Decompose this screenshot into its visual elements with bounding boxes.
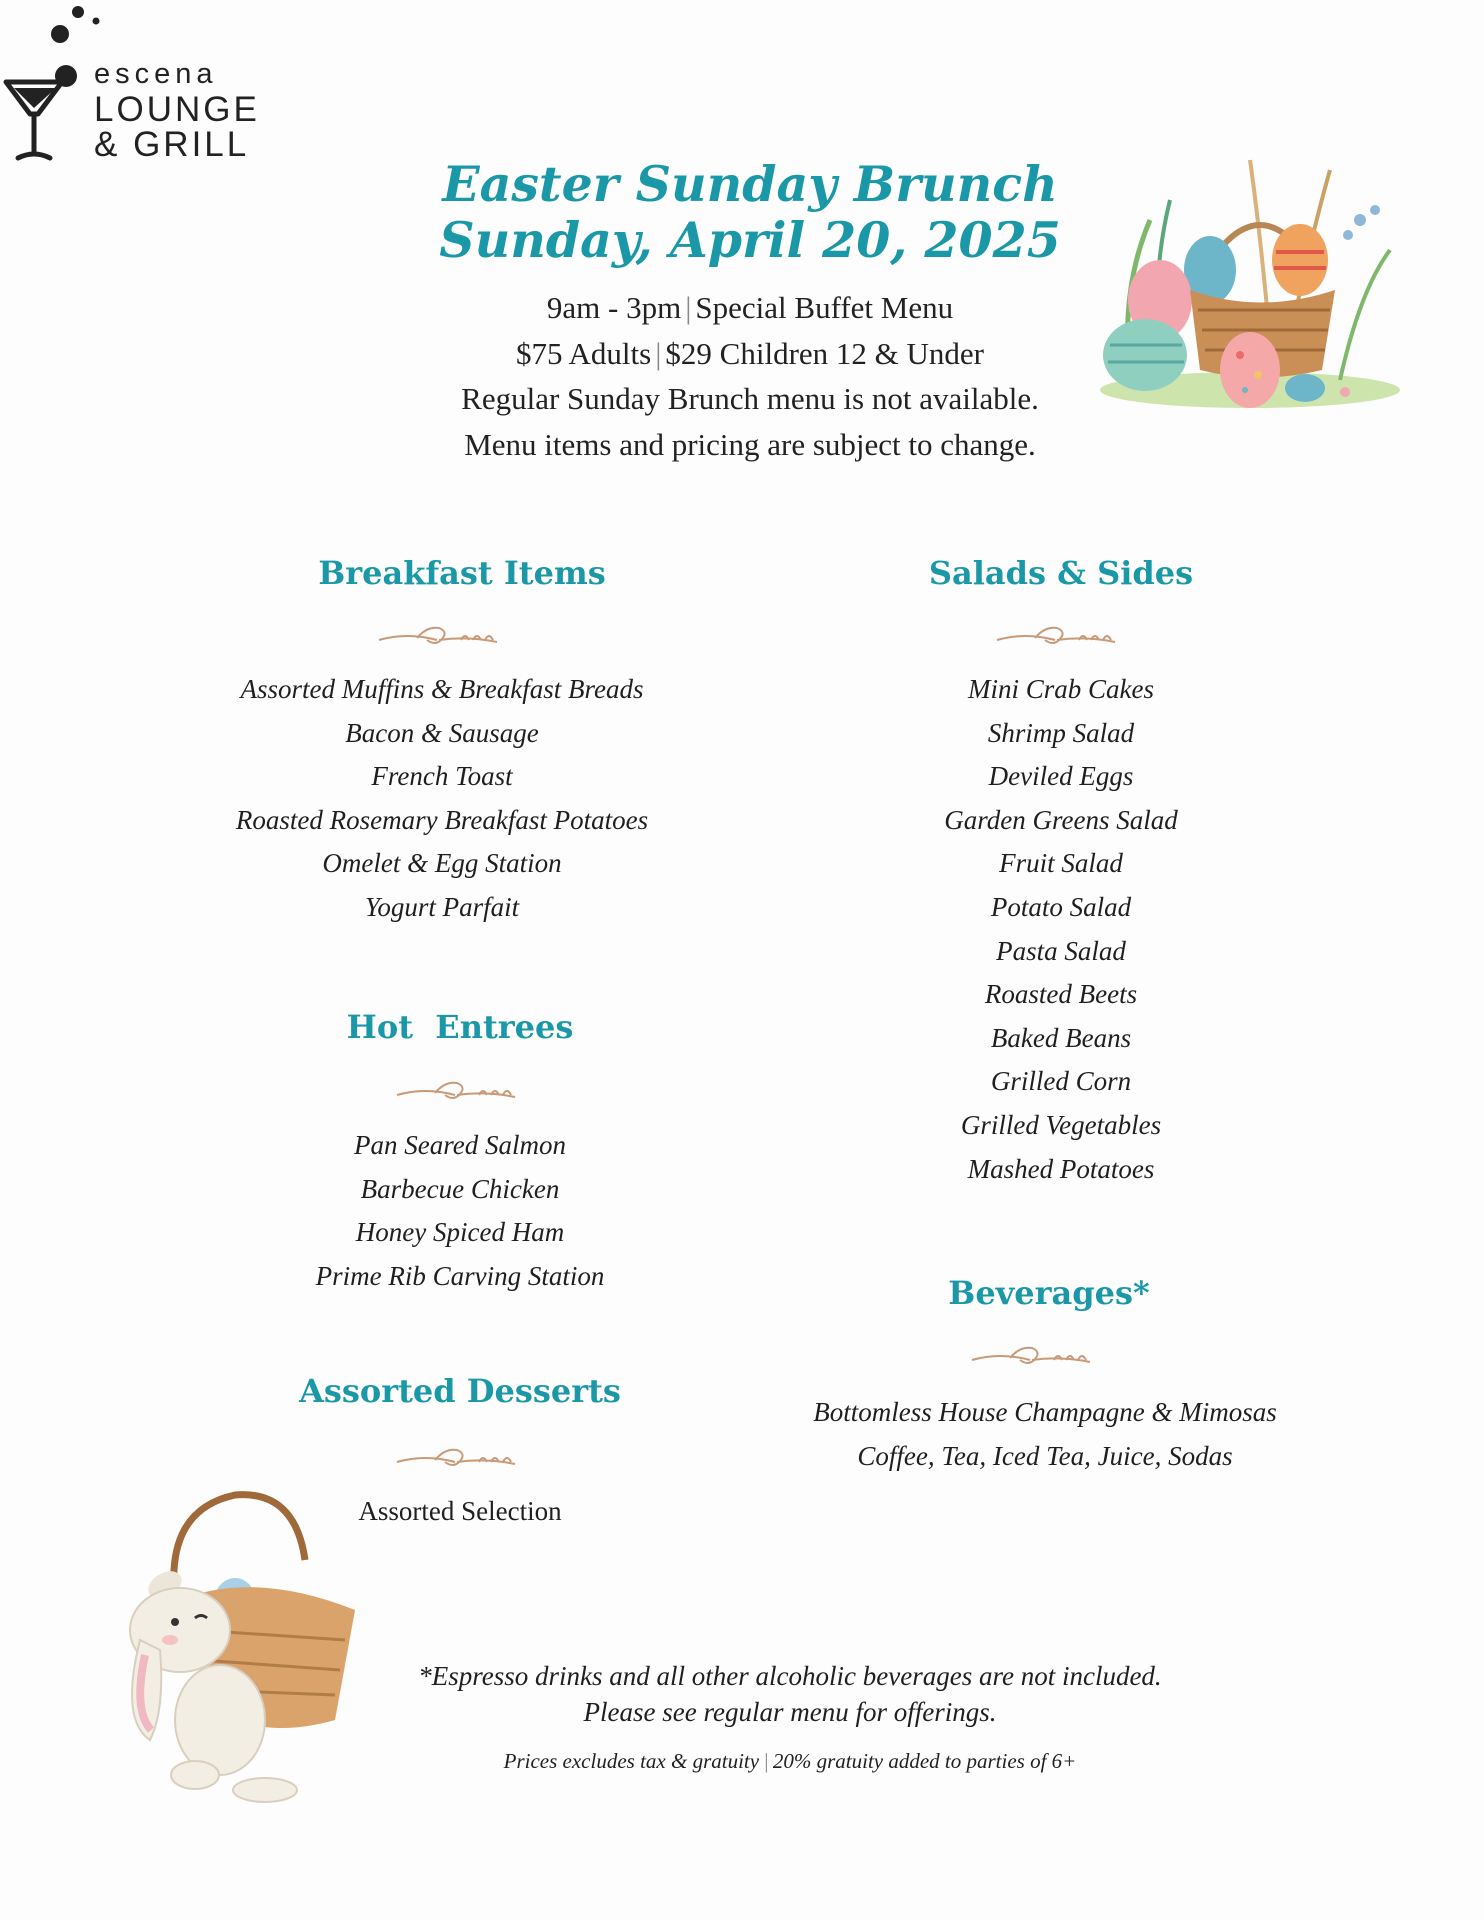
gratuity-note: 20% gratuity added to parties of 6+ — [772, 1749, 1077, 1773]
entrees-list — [210, 1124, 710, 1298]
notice-regular-menu: Regular Sunday Brunch menu is not available. — [461, 381, 1039, 416]
list-item: Barbecue Chicken — [360, 1173, 560, 1204]
flourish-divider-icon — [995, 618, 1135, 654]
list-item: Potato Salad — [990, 891, 1132, 922]
list-item: Bacon & Sausage — [345, 717, 539, 748]
hours-line: 9am - 3pm | Special Buffet Menu — [546, 290, 954, 325]
list-item: Grilled Corn — [990, 1066, 1132, 1097]
logo-line-grill: & GRILL — [94, 125, 250, 164]
list-item: Bottomless House Champagne & Mimosas — [813, 1397, 1277, 1427]
pricing-note: Prices excludes tax & gratuity — [503, 1749, 760, 1773]
list-item: Honey Spiced Ham — [355, 1217, 565, 1248]
list-item: Omelet & Egg Station — [322, 848, 562, 879]
list-item: Roasted Beets — [984, 979, 1138, 1010]
logo-line-escena: escena — [94, 58, 218, 90]
list-item: Assorted Muffins & Breakfast Breads — [240, 674, 644, 704]
menu-type: Special Buffet Menu — [695, 290, 954, 325]
list-item: Grilled Vegetables — [960, 1109, 1162, 1140]
list-item: Garden Greens Salad — [944, 804, 1178, 835]
list-item: Yogurt Parfait — [364, 891, 520, 922]
notice-subject-change: Menu items and pricing are subject to change. — [464, 427, 1036, 462]
flourish-divider-icon — [395, 1440, 535, 1476]
price-line: $75 Adults | $29 Children 12 & Under — [515, 336, 984, 371]
hours: 9am - 3pm — [546, 290, 682, 325]
list-item: Shrimp Salad — [987, 717, 1135, 748]
footnote-regular-menu: Please see regular menu for offerings. — [583, 1697, 997, 1727]
section-heading-beverages: Beverages* — [948, 1274, 1150, 1312]
list-item: Mini Crab Cakes — [968, 674, 1154, 704]
event-date: Sunday, April 20, 2025 — [439, 211, 1061, 269]
price-children: $29 Children 12 & Under — [665, 336, 984, 371]
martini-glass-icon — [0, 0, 100, 170]
list-item: Prime Rib Carving Station — [315, 1260, 605, 1291]
salads-list — [811, 668, 1311, 1191]
footnote-pricing: Prices excludes tax & gratuity | 20% gratuity added to parties of 6+ — [503, 1749, 1077, 1773]
list-item: Roasted Rosemary Breakfast Potatoes — [235, 804, 649, 835]
price-adults: $75 Adults — [515, 336, 652, 371]
logo-line-lounge: LOUNGE — [94, 90, 260, 129]
section-heading-entrees: Hot Entrees — [346, 1008, 574, 1046]
list-item: Mashed Potatoes — [967, 1153, 1155, 1184]
restaurant-logo — [0, 0, 300, 170]
section-heading-desserts: Assorted Desserts — [299, 1372, 621, 1410]
beverages-list — [745, 1391, 1345, 1478]
list-item: Deviled Eggs — [988, 761, 1134, 792]
list-item: French Toast — [371, 761, 513, 792]
breakfast-items-list — [192, 668, 692, 930]
list-item: Assorted Selection — [358, 1496, 562, 1526]
section-heading-salads: Salads & Sides — [928, 554, 1194, 592]
flourish-divider-icon — [395, 1073, 535, 1109]
list-item: Pan Seared Salmon — [354, 1130, 566, 1160]
easter-basket-illustration — [1090, 140, 1410, 420]
flourish-divider-icon — [377, 618, 517, 654]
list-item: Coffee, Tea, Iced Tea, Juice, Sodas — [857, 1440, 1233, 1471]
flourish-divider-icon — [970, 1338, 1110, 1374]
list-item: Baked Beans — [990, 1022, 1132, 1053]
section-heading-breakfast: Breakfast Items — [318, 554, 606, 592]
footnote-excluded-beverages: *Espresso drinks and all other alcoholic beverages are not included. — [418, 1661, 1162, 1691]
page-title: Easter Sunday Brunch — [442, 155, 1058, 213]
list-item: Fruit Salad — [999, 848, 1123, 879]
list-item: Pasta Salad — [996, 935, 1126, 966]
